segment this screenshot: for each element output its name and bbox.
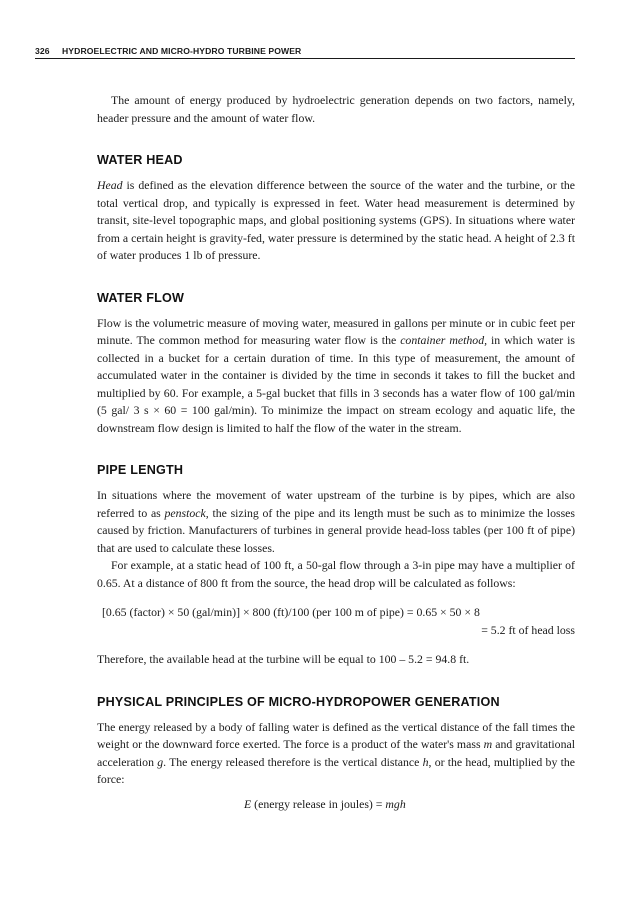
var-E: E	[244, 796, 252, 811]
page-body	[97, 92, 575, 813]
section-heading-water-flow: WATER FLOW	[97, 290, 185, 305]
term-penstock: penstock,	[164, 505, 209, 520]
var-g: g	[157, 754, 164, 769]
physical-principles-paragraph: The energy released by a body of falling water is defined as the vertical distance of the fall times the weight or the downward force exerted. The force is a product of the water's mass m and gravitational acceleration g. The energy released therefore is the vertical distance h, or the head, multiplied by the force:	[97, 719, 575, 786]
section-heading-physical-principles: PHYSICAL PRINCIPLES OF MICRO-HYDROPOWER GENERATION	[97, 694, 500, 709]
section-physical-principles	[97, 694, 575, 814]
var-mgh: mgh	[385, 796, 406, 811]
var-m: m	[483, 737, 493, 751]
energy-equation: E (energy release in joules) = mgh	[244, 796, 406, 811]
running-title: HYDROELECTRIC AND MICRO-HYDRO TURBINE POWER	[62, 46, 302, 56]
section-heading-water-head: WATER HEAD	[97, 153, 183, 167]
pipe-length-paragraph-2: For example, at a static head of 100 ft, a 50-gal flow through a 3-in pipe may have a multiplier of 0.65. At a distance of 800 ft from the source, the head drop will be calculated as follows:	[97, 558, 575, 590]
section-pipe-length	[97, 462, 575, 669]
page-header	[35, 46, 575, 59]
section-water-flow	[97, 290, 575, 438]
formula-line-2: = 5.2 ft of head loss	[481, 622, 575, 637]
section-water-head	[97, 152, 575, 265]
head-loss-formula	[97, 604, 575, 639]
pipe-length-paragraph-3: Therefore, the available head at the turbine will be equal to 100 – 5.2 = 94.8 ft.	[97, 652, 470, 666]
intro-paragraph: The amount of energy produced by hydroelectric generation depends on two factors, namely, header pressure and the amount of water flow.	[97, 93, 575, 125]
term-head: Head	[97, 178, 123, 192]
section-heading-pipe-length: PIPE LENGTH	[97, 463, 184, 477]
term-container-method: container method,	[400, 333, 488, 347]
var-h: h	[422, 754, 429, 769]
formula-line-1: [0.65 (factor) × 50 (gal/min)] × 800 (ft)/100 (per 100 m of pipe) = 0.65 × 50 × 8	[102, 605, 480, 619]
water-head-paragraph: Head is defined as the elevation difference between the source of the water and the turbine, or the total vertical drop, and typically is expressed in feet. Water head measurement is determined by transit, site-level topographic maps, and global positioning systems (GPS). In situations where water from a certain height is gravity-fed, water pressure is determined by the static head. A height of 2.3 ft of water produces 1 lb of pressure.	[97, 178, 575, 262]
pipe-length-paragraph-1: In situations where the movement of water upstream of the turbine is by pipes, which are also referred to as penstock, the sizing of the pipe and its length must be such as to minimize the losses caused by friction. Manufacturers of turbines in general provide head-loss tables (per 100 ft of pipe) that are used to calculate these losses.	[97, 488, 575, 555]
page-number: 326	[35, 46, 50, 56]
water-flow-paragraph: Flow is the volumetric measure of moving water, measured in gallons per minute or in cubic feet per minute. The common method for measuring water flow is the container method, in which water is collected in a bucket for a certain duration of time. In this type of measurement, the amount of accumulated water in the container is divided by the time in seconds it takes to fill the bucket and multiplied by 60. For example, a 5-gal bucket that fills in 3 seconds has a water flow of 100 gal/min (5 gal/ 3 s × 60 = 100 gal/min). To minimize the impact on stream ecology and aquatic life, the downstream flow design is limited to half the flow of the water in the stream.	[97, 315, 575, 435]
